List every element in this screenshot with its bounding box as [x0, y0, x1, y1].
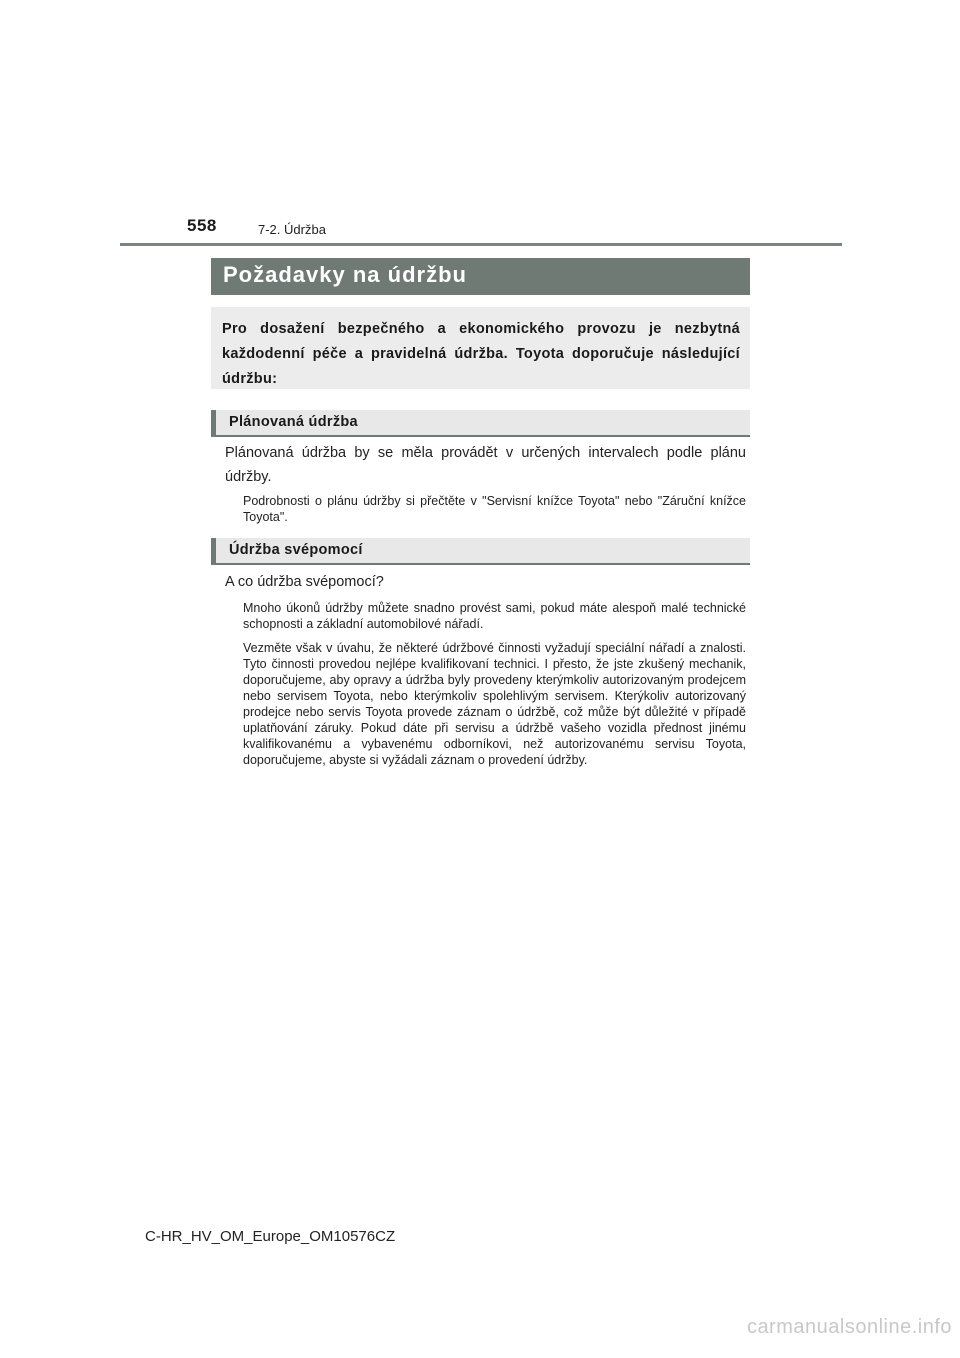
- page-number: 558: [187, 216, 217, 235]
- diy-maintenance-note-1: Mnoho úkonů údržby můžete snadno provést sami, pokud máte alespoň malé technické schopnosti a základní automobilové nářadí.: [243, 601, 746, 631]
- planned-maintenance-note: Podrobnosti o plánu údržby si přečtěte v "Servisní knížce Toyota" nebo "Záruční knížce Toyota".: [243, 494, 746, 524]
- heading-planned-maintenance: Plánovaná údržba: [211, 410, 750, 437]
- planned-maintenance-text: Plánovaná údržba by se měla provádět v určených intervalech podle plánu údržby.: [225, 445, 746, 485]
- diy-maintenance-note-2: Vezměte však v úvahu, že některé údržbové činnosti vyžadují speciální nářadí a znalosti. Tyto činnosti provedou nejlépe kvalifikovaní technici. I přesto, že jste zkušený mechanik, doporučujeme, aby opravy a údržba byly provedeny kterýmkoliv autorizovaným prodejcem nebo servisem Toyota, nebo kterýmkoliv spolehlivým servisem. Kterýkoliv autorizovaný prodejce nebo servis Toyota provede záznam o údržbě, což může být důležité v případě uplatňování záruky. Pokud dáte při servisu a údržbě vašeho vozidla přednost jinému kvalifikovanému a vybavenému odborníkovi, než autorizovanému servisu Toyota, doporučujeme, abyste si vyžádali záznam o provedení údržby.: [243, 641, 746, 767]
- document-code: C-HR_HV_OM_Europe_OM10576CZ: [145, 1228, 396, 1245]
- intro-box: Pro dosažení bezpečného a ekonomického provozu je nezbytná každodenní péče a pravidelná údržba. Toyota doporučuje následující údržbu:: [211, 307, 750, 389]
- diy-maintenance-text: A co údržba svépomocí?: [225, 574, 384, 590]
- header-divider: [120, 243, 842, 246]
- section-reference: 7-2. Údržba: [258, 222, 326, 237]
- heading-diy-maintenance: Údržba svépomocí: [211, 538, 750, 565]
- page-title: Požadavky na údržbu: [211, 258, 750, 295]
- watermark: carmanualsonline.info: [746, 1316, 952, 1338]
